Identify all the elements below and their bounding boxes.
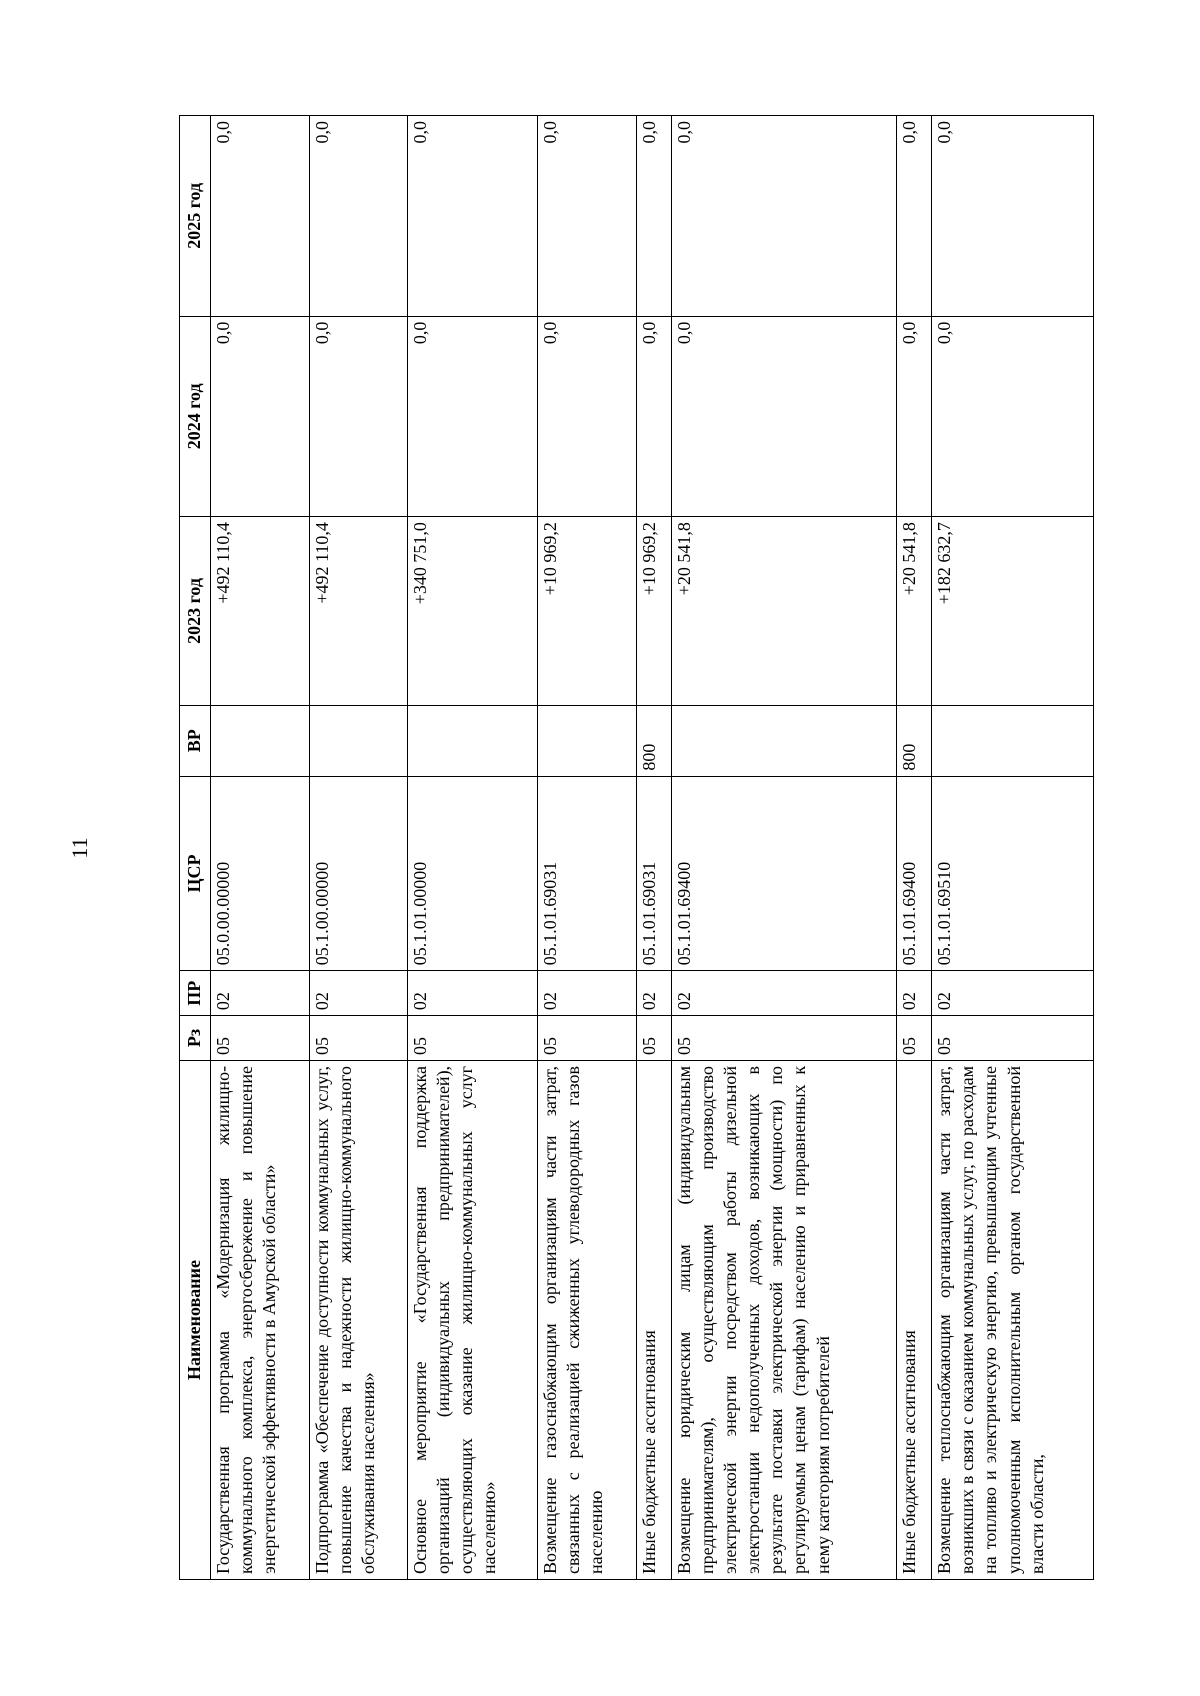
row-name: Возмещение теплоснабжающим организациям части затрат, возникших в связи с оказанием коммунальных услуг, по расходам на топливо и электрическую энергию, превышающим учтенные уполномоченным исполнительным органом государственной власти области, — [932, 1060, 1094, 1579]
header-2024: 2024 год — [180, 316, 211, 517]
budget-table — [179, 115, 1094, 1580]
header-2025: 2025 год — [180, 116, 211, 317]
table-header-row — [180, 116, 211, 1580]
row-2023: +20 541,8 — [672, 517, 897, 706]
row-csr: 05.1.01.69031 — [538, 776, 637, 971]
row-2024: 0,0 — [932, 316, 1094, 517]
page-number: 11 — [67, 837, 92, 859]
row-2024: 0,0 — [636, 316, 672, 517]
table-row — [896, 116, 932, 1580]
row-2024: 0,0 — [309, 316, 408, 517]
row-2023: +182 632,7 — [932, 517, 1094, 706]
row-csr: 05.1.00.00000 — [309, 776, 408, 971]
table-row — [211, 116, 310, 1580]
row-pr: 02 — [636, 971, 672, 1016]
table-row — [538, 116, 637, 1580]
row-2024: 0,0 — [211, 316, 310, 517]
row-csr: 05.1.01.00000 — [408, 776, 538, 971]
row-vr — [932, 705, 1094, 776]
rotated-table-container — [179, 115, 1094, 1580]
row-vr: 800 — [896, 705, 932, 776]
row-name: Государственная программа «Модернизация жилищно-коммунального комплекса, энергосбережение и повышение энергетической эффективности в Амурской области» — [211, 1060, 310, 1579]
row-2023: +340 751,0 — [408, 517, 538, 706]
row-csr: 05.1.01.69510 — [932, 776, 1094, 971]
row-name: Возмещение газоснабжающим организациям части затрат, связанных с реализацией сжиженных углеводородных газов населению — [538, 1060, 637, 1579]
row-pr: 02 — [211, 971, 310, 1016]
row-2024: 0,0 — [672, 316, 897, 517]
row-vr — [211, 705, 310, 776]
row-csr: 05.1.01.69031 — [636, 776, 672, 971]
header-rz: Рз — [180, 1016, 211, 1061]
row-pr: 02 — [408, 971, 538, 1016]
row-pr: 02 — [672, 971, 897, 1016]
row-2025: 0,0 — [896, 116, 932, 317]
row-csr: 05.0.00.00000 — [211, 776, 310, 971]
row-csr: 05.1.01.69400 — [896, 776, 932, 971]
header-name: Наименование — [180, 1060, 211, 1579]
header-2023: 2023 год — [180, 517, 211, 706]
row-rz: 05 — [211, 1016, 310, 1061]
row-2025: 0,0 — [636, 116, 672, 317]
table-row — [932, 116, 1094, 1580]
row-2023: +10 969,2 — [636, 517, 672, 706]
row-vr — [538, 705, 637, 776]
row-pr: 02 — [896, 971, 932, 1016]
row-rz: 05 — [636, 1016, 672, 1061]
row-pr: 02 — [932, 971, 1094, 1016]
row-name: Подпрограмма «Обеспечение доступности коммунальных услуг, повышение качества и надежности жилищно-коммунального обслуживания населения» — [309, 1060, 408, 1579]
row-2025: 0,0 — [309, 116, 408, 317]
row-name: Иные бюджетные ассигнования — [896, 1060, 932, 1579]
row-2025: 0,0 — [932, 116, 1094, 317]
row-rz: 05 — [538, 1016, 637, 1061]
row-2025: 0,0 — [408, 116, 538, 317]
row-2024: 0,0 — [896, 316, 932, 517]
row-2023: +492 110,4 — [309, 517, 408, 706]
row-2024: 0,0 — [538, 316, 637, 517]
header-pr: ПР — [180, 971, 211, 1016]
row-rz: 05 — [896, 1016, 932, 1061]
row-vr: 800 — [636, 705, 672, 776]
row-vr — [672, 705, 897, 776]
row-2025: 0,0 — [672, 116, 897, 317]
row-name: Основное мероприятие «Государственная поддержка организаций (индивидуальных предпринимателей), осуществляющих оказание жилищно-коммунальных услуг населению» — [408, 1060, 538, 1579]
row-rz: 05 — [672, 1016, 897, 1061]
row-rz: 05 — [932, 1016, 1094, 1061]
row-rz: 05 — [408, 1016, 538, 1061]
row-2023: +492 110,4 — [211, 517, 310, 706]
row-vr — [309, 705, 408, 776]
row-name: Возмещение юридическим лицам (индивидуальным предпринимателям), осуществляющим производство электрической энергии посредством работы дизельной электростанции недополученных доходов, возникающих в результате поставки электрической энергии (мощности) по регулируемым ценам (тарифам) населению и приравненных к нему категориям потребителей — [672, 1060, 897, 1579]
row-vr — [408, 705, 538, 776]
row-2023: +20 541,8 — [896, 517, 932, 706]
row-2024: 0,0 — [408, 316, 538, 517]
table-row — [408, 116, 538, 1580]
row-pr: 02 — [538, 971, 637, 1016]
row-csr: 05.1.01.69400 — [672, 776, 897, 971]
row-pr: 02 — [309, 971, 408, 1016]
table-row — [636, 116, 672, 1580]
table-row — [672, 116, 897, 1580]
header-vr: ВР — [180, 705, 211, 776]
row-2023: +10 969,2 — [538, 517, 637, 706]
table-row — [309, 116, 408, 1580]
row-2025: 0,0 — [538, 116, 637, 317]
row-name: Иные бюджетные ассигнования — [636, 1060, 672, 1579]
row-2025: 0,0 — [211, 116, 310, 317]
header-csr: ЦСР — [180, 776, 211, 971]
row-rz: 05 — [309, 1016, 408, 1061]
